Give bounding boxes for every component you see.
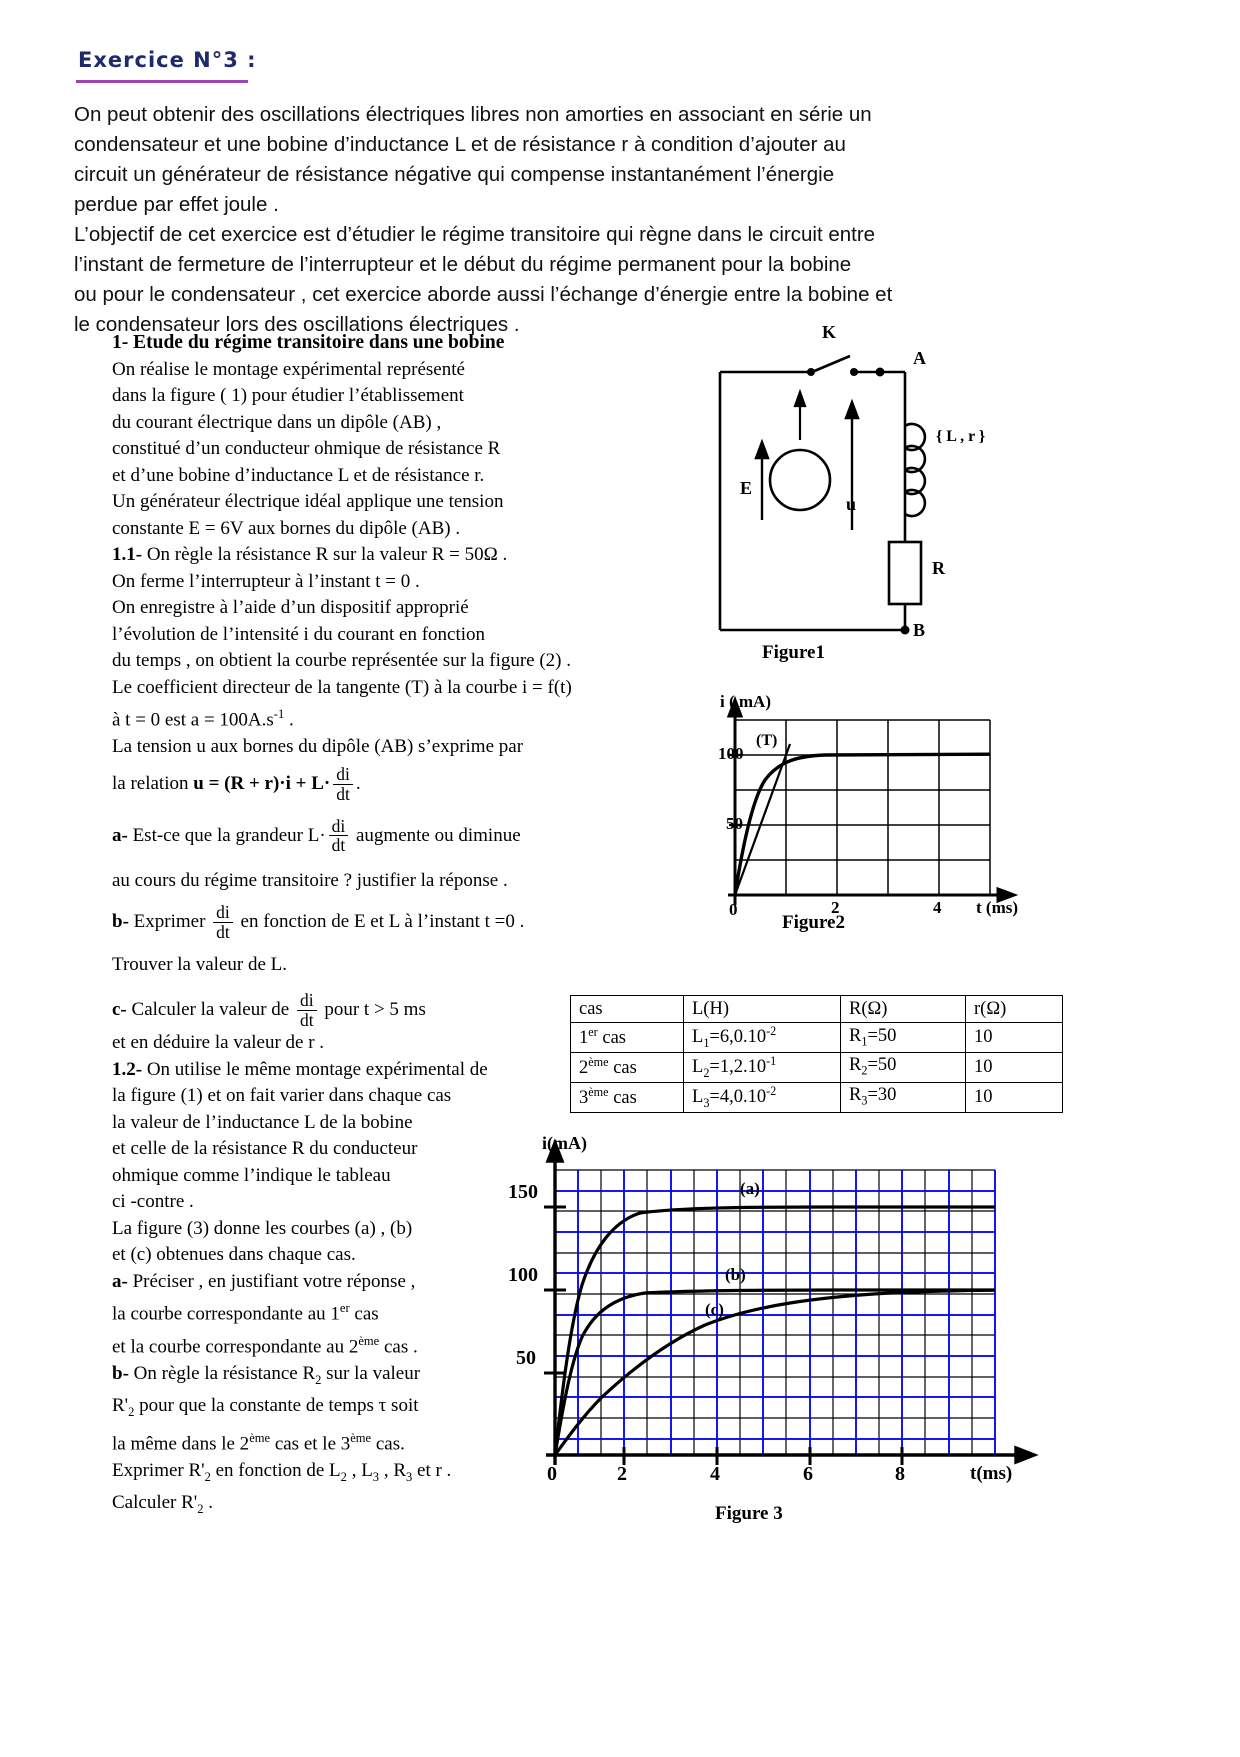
slope-tail: . [284,709,294,731]
r-symbol: R [849,1085,862,1106]
expr-sub2: 2 [340,1469,347,1484]
fraction-denominator: dt [333,784,353,803]
l-exponent: -2 [766,1083,777,1098]
section-1-line: On réalise le montage expérimental représenté [112,358,465,380]
qa-label: a- [112,825,128,847]
q11-label: 1.1- [112,544,143,565]
ordinal-sup: ème [358,1333,380,1348]
figure-1-caption: Figure1 [762,642,825,663]
fraction-numerator: di [216,902,230,923]
current-arrow-top [795,392,805,440]
cas-word: cas [613,1058,637,1079]
section-1-2-line: la valeur de l’inductance L de la bobine [112,1111,413,1133]
expr-pre: Exprimer R' [112,1460,205,1482]
ordinal-sup: ème [350,1431,372,1446]
r-subscript: 3 [861,1093,868,1108]
slope-exponent: -1 [273,707,285,721]
qc-text-tail: pour t > 5 ms [319,999,426,1021]
cas-number: 3 [579,1088,589,1109]
expr-mid3: , R [379,1460,406,1482]
figure-3-ytick-100: 100 [508,1264,538,1286]
ordinal-sup: er [339,1301,350,1315]
table-header-row [571,996,1063,1023]
figure-3-xtick-8: 8 [895,1463,905,1485]
figure-2-xtick-2: 2 [831,898,840,917]
node-a [876,368,885,377]
section-1-line: dans la figure ( 1) pour étudier l’établissement [112,385,464,406]
node-b [901,626,910,635]
cell-r-small: 10 [966,1023,1063,1053]
section-1-2-line: et celle de la résistance R du conducteur [112,1138,418,1159]
title-underline [76,80,248,83]
intro-line: l’instant de fermeture de l’interrupteur et le début du régime permanent pour la bobine [74,253,852,276]
q12b-text3: la même dans le 2 [112,1433,250,1455]
cell-r [841,1023,966,1053]
l-value: =4,0.10 [709,1086,767,1107]
inductor-coil [905,424,925,516]
qa-text-tail: augmente ou diminue [351,825,521,847]
figure-2-chart [690,690,1020,950]
figure-3-minor-grid-h [555,1170,995,1455]
q12b-text: On règle la résistance R [128,1362,316,1384]
curve-label-c: (c) [705,1300,724,1319]
section-1-heading: 1- Etude du régime transitoire dans une bobine [112,332,505,353]
qa-text-line2: au cours du régime transitoire ? justifier la réponse . [112,869,508,891]
r-subscript: 2 [861,1064,868,1079]
l-subscript: 3 [703,1095,710,1110]
qb-text-line2: Trouver la valeur de L. [112,953,287,975]
resistor-label-r: R [932,558,945,578]
section-1-2-line: ohmique comme l’indique le tableau [112,1164,391,1186]
cas-number: 1 [579,1028,589,1049]
voltage-label-u: u [846,494,857,514]
intro-line: condensateur et une bobine d’inductance L et de résistance r à condition d’ajouter au [74,133,846,156]
curve-label-b: (b) [725,1265,746,1284]
th-cas: cas [571,996,684,1023]
r-value: =30 [867,1085,897,1106]
th-r-small: r(Ω) [966,996,1063,1023]
th-l: L(H) [684,996,841,1023]
section-1-line: du courant électrique dans un dipôle (AB) , [112,411,442,433]
figure-3-xtick-0: 0 [547,1463,557,1485]
q12b-text3-post: cas. [371,1433,405,1455]
figure-3-xlabel: t(ms) [970,1463,1013,1484]
node-label-b: B [913,620,926,640]
th-r: R(Ω) [841,996,966,1023]
figure-2-ytick-50: 50 [726,814,743,833]
section-1-line: Le coefficient directeur de la tangente (T) à la courbe i = f(t) [112,676,572,698]
section-1-line: l’évolution de l’intensité i du courant en fonction [112,623,486,645]
cell-cas [571,1023,684,1053]
figure-2-xtick-0: 0 [729,900,738,919]
table-row [571,1052,1063,1082]
figure-3-ytick-50: 50 [516,1347,536,1369]
question-1-1 [112,542,692,569]
calc-sub: 2 [197,1502,204,1517]
r-symbol: R [849,1055,862,1076]
cell-l [684,1082,841,1112]
section-1-2-line: et (c) obtenues dans chaque cas. [112,1244,356,1265]
fraction-numerator: di [331,816,346,837]
fraction-numerator: di [300,990,314,1011]
tangent-slope-line [112,701,692,734]
section-1-line: du temps , on obtient la courbe représentée sur la figure (2) . [112,650,572,671]
figure-3-major-grid-h [555,1191,995,1439]
cell-r [841,1052,966,1082]
section-1-line: On ferme l’interrupteur à l’instant t = 0 . [112,570,420,592]
l-value: =6,0.10 [709,1027,767,1048]
q12b-label: b- [112,1362,129,1384]
section-1-text [112,330,692,1030]
intro-paragraph [74,100,1004,340]
qb-label: b- [112,911,129,933]
voltage-e-arrow [756,442,768,520]
q12b-text-post: sur la valeur [321,1362,421,1384]
cell-cas [571,1052,684,1082]
cell-r [841,1082,966,1112]
expr-sub3: 3 [372,1469,380,1484]
switch-contact-right [850,368,858,376]
section-1-line: constante E = 6V aux bornes du dipôle (AB) . [112,517,461,539]
page-title: Exercice N°3 : [78,48,257,72]
fraction-denominator: dt [297,1010,317,1029]
cell-r-small: 10 [966,1052,1063,1082]
q11-text: On règle la résistance R sur la valeur R = 50Ω . [146,544,508,565]
cas-ordinal: er [588,1025,598,1040]
expr-mid2: , L [346,1460,373,1482]
cas-word: cas [613,1088,637,1109]
question-b [112,904,692,942]
calc-post: . [203,1492,213,1514]
q12-label: 1.2- [112,1058,143,1080]
figure-3-xtick-4: 4 [710,1463,720,1485]
ordinal-sup: ème [249,1431,271,1446]
cas-word: cas [602,1028,626,1049]
section-1-line: On enregistre à l’aide d’un dispositif approprié [112,597,469,618]
figure-2-ylabel: i ( mA) [720,692,771,711]
cell-r-small: 10 [966,1082,1063,1112]
figure-2-ytick-100: 100 [718,744,744,763]
figure-3-ylabel: i(mA) [542,1133,587,1153]
calc-pre: Calculer R' [112,1492,198,1514]
fraction-di-dt [297,991,317,1029]
intro-line: On peut obtenir des oscillations électriques libres non amorties en associant en série un [74,103,872,126]
question-a [112,818,692,856]
figure-3-svg [500,1125,1060,1505]
r-value: =50 [867,1055,897,1076]
relation-body: u = (R + r)·i + L· [193,773,331,795]
cell-l [684,1052,841,1082]
l-symbol: L [692,1086,704,1107]
coil-label-lr: { L , r } [936,428,986,445]
resistor-r-symbol [889,542,921,604]
r-subscript: 1 [861,1034,868,1049]
fraction-di-dt [329,817,349,855]
qa-text: Est-ce que la grandeur L· [127,825,326,847]
table-row [571,1082,1063,1112]
l-exponent: -2 [766,1024,777,1038]
intro-line: circuit un générateur de résistance négative qui compense instantanément l’énergie [74,163,835,186]
figure-2-caption: Figure2 [782,912,845,933]
figure-3-minor-grid-v [555,1170,995,1455]
intro-line: L’objectif de cet exercice est d’étudier le régime transitoire qui règne dans le circuit entre [74,223,876,246]
figure-3-xtick-2: 2 [617,1463,627,1485]
section-1-2-line: ci -contre . [112,1191,194,1212]
generator-label-e: E [740,478,753,498]
q12b-text2-post: pour que la constante de temps τ soit [134,1394,419,1416]
intro-line: perdue par effet joule . [74,193,279,216]
fraction-di-dt [213,903,233,941]
section-1-line: et d’une bobine d’inductance L et de résistance r. [112,464,485,486]
cell-l [684,1023,841,1053]
l-subscript: 1 [703,1035,710,1050]
q12a-text2-post: cas [349,1303,379,1325]
cas-ordinal: ème [588,1085,609,1100]
q12a-text3-post: cas . [379,1336,418,1358]
cell-cas [571,1082,684,1112]
question-1-2 [112,1057,582,1084]
figure-3-xtick-6: 6 [803,1463,813,1485]
l-value: =1,2.10 [709,1057,767,1077]
q12b-text3-mid: cas et le 3 [270,1433,351,1455]
qc-text: Calculer la valeur de [126,999,294,1021]
expr-post: et r . [412,1460,452,1482]
section-1-line: constitué d’un conducteur ohmique de résistance R [112,438,501,459]
figure-3-ytick-150: 150 [508,1181,538,1203]
l-exponent: -1 [766,1053,777,1068]
slope-text: à t = 0 est a = 100A.s [112,709,274,731]
section-1-2-line: la figure (1) et on fait varier dans chaque cas [112,1085,452,1106]
intro-line: ou pour le condensateur , cet exercice aborde aussi l’échange d’énergie entre la bobine et [74,283,893,306]
node-label-a: A [913,348,926,368]
figure-2-tangent-label: (T) [756,732,778,749]
r-symbol: R [849,1025,862,1046]
expr-sub4: 3 [406,1469,413,1484]
switch-contact-left [807,368,815,376]
r2p-subscript: 2 [128,1404,135,1419]
switch-label-k: K [822,322,837,342]
section-1-2-line: La figure (3) donne les courbes (a) , (b) [112,1217,413,1239]
q12a-label: a- [112,1270,128,1292]
generator-symbol [770,450,830,510]
figure-3-chart [500,1125,1060,1525]
figure-1-circuit [700,322,1030,670]
cases-table [570,995,1063,1113]
q12b-text2: R' [112,1394,129,1416]
qb-text: Exprimer [128,911,211,933]
qc-label: c- [112,999,127,1021]
l-subscript: 2 [703,1065,710,1080]
expr-mid: en fonction de L [210,1460,341,1482]
expr-sub: 2 [204,1469,211,1484]
q12a-text3: et la courbe correspondante au 2 [112,1336,359,1358]
figure-2-axes [728,700,1014,905]
q12a-text: Préciser , en justifiant votre réponse , [127,1270,416,1292]
relation-formula [112,766,692,804]
figure-2-xlabel: t (ms) [976,898,1019,917]
table-row [571,1023,1063,1053]
r-value: =50 [867,1025,897,1046]
q12a-text2: la courbe correspondante au 1 [112,1303,340,1325]
curve-label-a: (a) [740,1179,760,1198]
qb-text-tail: en fonction de E et L à l’instant t =0 . [235,911,525,933]
fraction-denominator: dt [329,835,349,854]
fraction-di-dt [333,765,353,803]
fraction-numerator: di [336,764,350,785]
l-symbol: L [692,1027,704,1048]
fraction-denominator: dt [213,922,233,941]
figure-2-xtick-4: 4 [933,898,942,917]
cas-ordinal: ème [588,1055,609,1070]
l-symbol: L [692,1057,704,1077]
section-1-line: Un générateur électrique idéal applique une tension [112,491,504,512]
relation-prefix: la relation [112,773,194,795]
q12-text: On utilise le même montage expérimental de [142,1058,488,1080]
r2-subscript: 2 [315,1372,322,1387]
section-1-line: La tension u aux bornes du dipôle (AB) s’exprime par [112,735,524,757]
qc-text-line2: et en déduire la valeur de r . [112,1032,325,1053]
intro-line: le condensateur lors des oscillations électriques . [74,313,520,336]
relation-tail: . [355,773,361,795]
cas-number: 2 [579,1058,589,1079]
figure-3-caption: Figure 3 [715,1503,783,1524]
